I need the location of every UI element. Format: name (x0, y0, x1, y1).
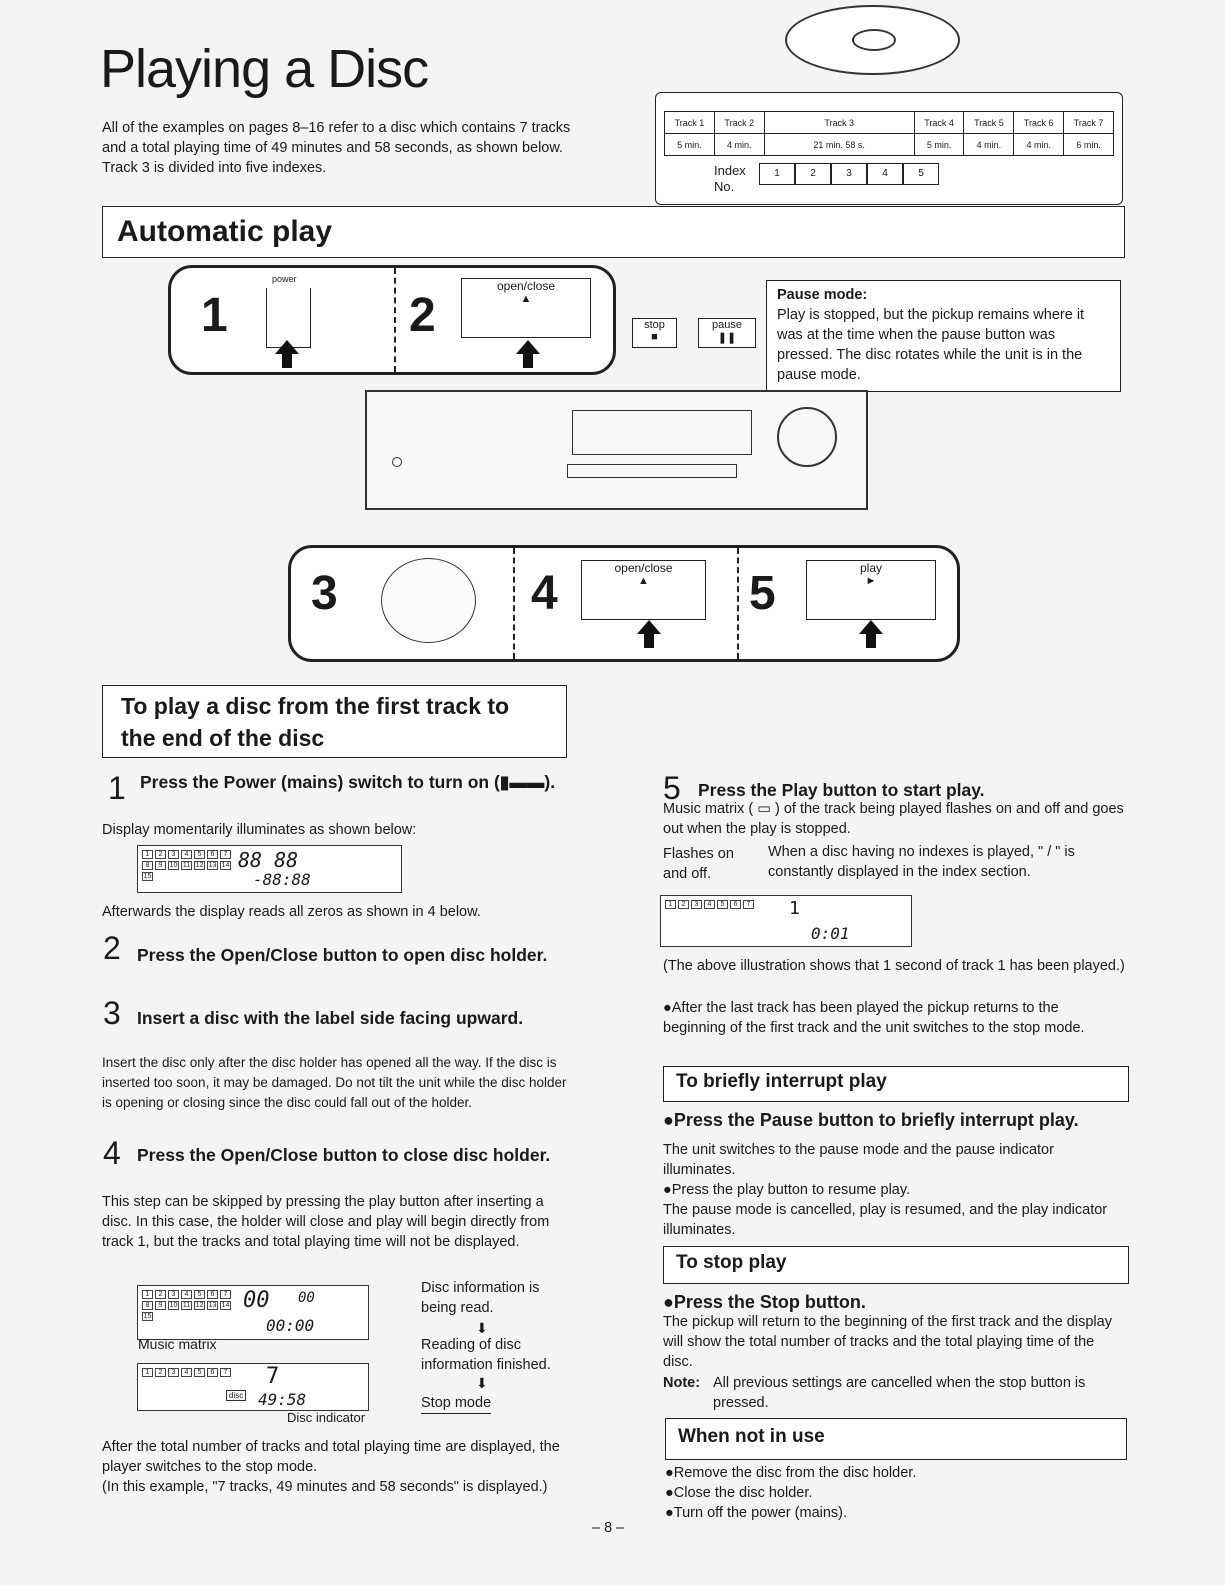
page-title: Playing a Disc (100, 39, 429, 99)
cd-player-illustration (365, 390, 868, 510)
disc-icon (785, 5, 960, 75)
automatic-play-heading: Automatic play (102, 206, 1125, 258)
display-stop-mode: 1 2 3 4 5 6 7 7 disc 49:58 (137, 1363, 369, 1411)
steps-1-2-balloon: 1 power 2 open/close ▲ (168, 265, 616, 375)
not-in-use-heading: When not in use (665, 1418, 1127, 1460)
display-all-lit: 1 2 3 4 5 6 78 9 10 11 12 13 1415 88 88 -88:88 (137, 845, 402, 893)
stop-heading: To stop play (663, 1246, 1129, 1284)
pause-button-illustration: pause ❚❚ (698, 318, 756, 348)
disc-insert-icon (381, 558, 476, 643)
pause-mode-box: Pause mode: Play is stopped, but the pickup remains where it was at the time when the pause button was pressed. The disc rotates while the unit is in the pause mode. (766, 280, 1121, 392)
stop-button-illustration: stop ■ (632, 318, 677, 348)
index-label: Index No. (714, 163, 746, 194)
page-number: – 8 – (592, 1520, 625, 1536)
intro-text: All of the examples on pages 8–16 refer to a disc which contains 7 tracks and a total playing time of 49 minutes and 58 seconds, as shown below. Track 3 is divided into five indexes. (102, 120, 571, 176)
steps-3-5-balloon: 3 4 open/close ▲ 5 play ► (288, 545, 960, 662)
first-track-heading: To play a disc from the first track to the end of the disc (102, 685, 567, 758)
interrupt-heading: To briefly interrupt play (663, 1066, 1129, 1102)
display-playing: 1 2 3 4 5 6 7 1 0:01 (660, 895, 912, 947)
display-reading: 1 2 3 4 5 6 78 9 10 11 12 13 1415 00 00 00:00 (137, 1285, 369, 1340)
track-layout-diagram: Track 1 Track 2 Track 3 Track 4 Track 5 Track 6 Track 7 5 min. 4 min. 21 min. 58 s. 5 min. 4 min. 4 min. 6 min. Index No. 1 2 3 4 5 (655, 92, 1123, 205)
